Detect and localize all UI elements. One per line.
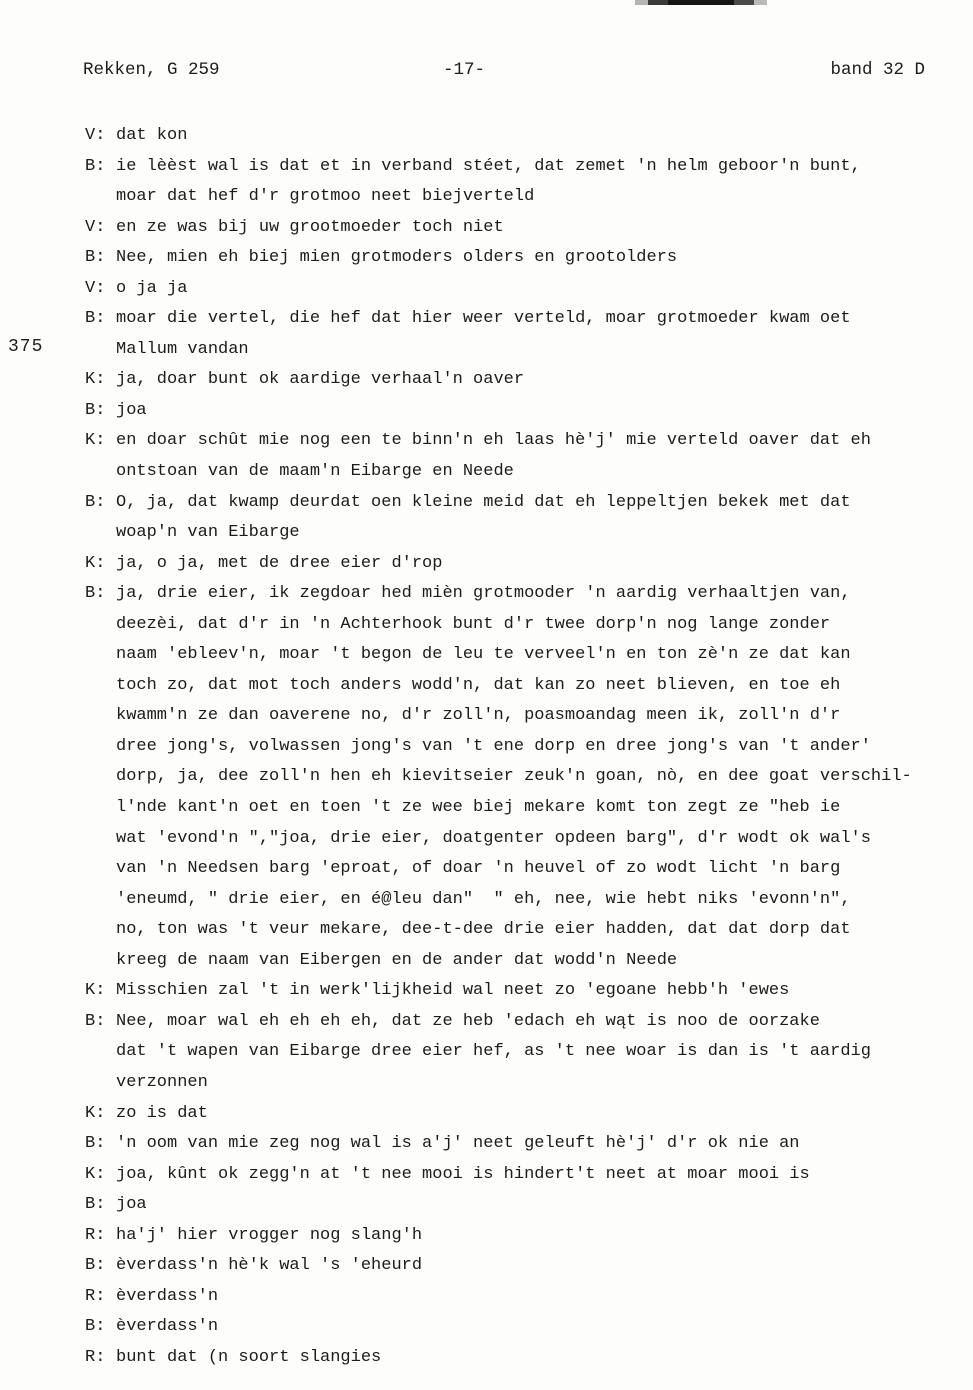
transcript-line bbox=[85, 1190, 955, 1221]
line-text: ja, drie eier, ik zegdoar hed mièn grotmooder 'n aardig verhaaltjen van, bbox=[116, 584, 851, 604]
speaker-label bbox=[85, 824, 116, 855]
transcript bbox=[85, 121, 955, 1373]
line-text: ja, o ja, met de dree eier d'rop bbox=[116, 553, 443, 573]
line-text: Nee, mien eh biej mien grotmoders olders en grootolders bbox=[116, 248, 678, 268]
transcript-line bbox=[85, 1099, 955, 1130]
speaker-label: K: bbox=[85, 370, 106, 390]
speaker-label: K: bbox=[85, 1164, 106, 1184]
transcript-line bbox=[85, 732, 955, 763]
line-text: o ja ja bbox=[116, 278, 188, 298]
line-text: ja, doar bunt ok aardige verhaal'n oaver bbox=[116, 370, 525, 390]
header-location-code: Rekken, G 259 bbox=[83, 60, 220, 80]
line-text: wat 'evond'n ","joa, drie eier, doatgenter opdeen barg", d'r wodt ok wal's bbox=[116, 828, 871, 848]
line-text: l'nde kant'n oet en toen 't ze wee biej mekare komt ton zegt ze "heb ie bbox=[116, 798, 841, 818]
transcript-line bbox=[85, 762, 955, 793]
speaker-label bbox=[85, 1037, 116, 1068]
transcript-line bbox=[85, 426, 955, 457]
transcript-line bbox=[85, 1068, 955, 1099]
line-text: èverdass'n bbox=[116, 1286, 219, 1306]
scan-artifact-bar bbox=[635, 0, 767, 5]
speaker-label: K: bbox=[85, 553, 106, 573]
transcript-line bbox=[85, 793, 955, 824]
speaker-label: K: bbox=[85, 431, 106, 451]
transcript-line bbox=[85, 1037, 955, 1068]
transcript-line bbox=[85, 396, 955, 427]
speaker-label bbox=[85, 335, 116, 366]
line-text: O, ja, dat kwamp deurdat oen kleine meid dat eh leppeltjen bekek met dat bbox=[116, 492, 851, 512]
transcript-line bbox=[85, 1251, 955, 1282]
transcript-line bbox=[85, 182, 955, 213]
speaker-label: B: bbox=[85, 1195, 106, 1215]
speaker-label: R: bbox=[85, 1347, 106, 1367]
speaker-label: B: bbox=[85, 584, 106, 604]
transcript-line bbox=[85, 976, 955, 1007]
speaker-label: B: bbox=[85, 248, 106, 268]
line-text: deezèi, dat d'r in 'n Achterhook bunt d'r twee dorp'n nog lange zonder bbox=[116, 614, 831, 634]
speaker-label: K: bbox=[85, 1103, 106, 1123]
speaker-label: B: bbox=[85, 1134, 106, 1154]
line-text: moar die vertel, die hef dat hier weer verteld, moar grotmoeder kwam oet bbox=[116, 309, 851, 329]
transcript-line bbox=[85, 579, 955, 610]
speaker-label: B: bbox=[85, 492, 106, 512]
speaker-label: B: bbox=[85, 1256, 106, 1276]
speaker-label: B: bbox=[85, 400, 106, 420]
speaker-label bbox=[85, 182, 116, 213]
transcript-line bbox=[85, 457, 955, 488]
line-text: joa bbox=[116, 400, 147, 420]
speaker-label: V: bbox=[85, 278, 106, 298]
transcript-line bbox=[85, 274, 955, 305]
transcript-line bbox=[85, 1343, 955, 1374]
line-text: moar dat hef d'r grotmoo neet biejverteld bbox=[116, 187, 535, 207]
line-text: joa bbox=[116, 1195, 147, 1215]
speaker-label bbox=[85, 732, 116, 763]
transcript-line bbox=[85, 1221, 955, 1252]
line-text: 'eneumd, " drie eier, en é@leu dan" " eh, nee, wie hebt niks 'evonn'n", bbox=[116, 889, 851, 909]
line-text: ha'j' hier vrogger nog slang'h bbox=[116, 1225, 423, 1245]
line-text: dree jong's, volwassen jong's van 't ene dorp en dree jong's van 't ander' bbox=[116, 736, 871, 756]
line-text: dorp, ja, dee zoll'n hen eh kievitseier zeuk'n goan, nò, en dee goat verschil- bbox=[116, 767, 912, 787]
speaker-label bbox=[85, 671, 116, 702]
speaker-label bbox=[85, 946, 116, 977]
speaker-label bbox=[85, 915, 116, 946]
speaker-label: V: bbox=[85, 217, 106, 237]
line-text: Nee, moar wal eh eh eh eh, dat ze heb 'edach eh wąt is noo de oorzake bbox=[116, 1011, 820, 1031]
line-text: zo is dat bbox=[116, 1103, 208, 1123]
line-text: Misschien zal 't in werk'lijkheid wal neet zo 'egoane hebb'h 'ewes bbox=[116, 981, 790, 1001]
speaker-label bbox=[85, 640, 116, 671]
transcript-line bbox=[85, 213, 955, 244]
speaker-label: B: bbox=[85, 156, 106, 176]
transcript-line bbox=[85, 335, 955, 366]
header-page-number: -17- bbox=[443, 60, 486, 80]
line-text: èverdass'n hè'k wal 's 'eheurd bbox=[116, 1256, 423, 1276]
line-text: Mallum vandan bbox=[116, 339, 249, 359]
margin-line-number: 375 bbox=[8, 337, 44, 357]
speaker-label: V: bbox=[85, 126, 106, 145]
speaker-label: B: bbox=[85, 1011, 106, 1031]
line-text: kreeg de naam van Eibergen en de ander dat wodd'n Neede bbox=[116, 950, 678, 970]
transcript-line bbox=[85, 885, 955, 916]
transcript-line bbox=[85, 152, 955, 183]
page-header bbox=[0, 60, 973, 88]
speaker-label bbox=[85, 610, 116, 641]
line-text: dat kon bbox=[116, 126, 188, 145]
speaker-label bbox=[85, 1068, 116, 1099]
transcript-line bbox=[85, 549, 955, 580]
transcript-line bbox=[85, 671, 955, 702]
speaker-label: R: bbox=[85, 1286, 106, 1306]
transcript-line bbox=[85, 640, 955, 671]
transcript-line bbox=[85, 854, 955, 885]
line-text: en doar schût mie nog een te binn'n eh laas hè'j' mie verteld oaver dat eh bbox=[116, 431, 871, 451]
transcript-line bbox=[85, 824, 955, 855]
transcript-line bbox=[85, 488, 955, 519]
transcript-line bbox=[85, 365, 955, 396]
header-band-label: band 32 D bbox=[830, 60, 925, 80]
line-text: ie lèèst wal is dat et in verband stéet, dat zemet 'n helm geboor'n bunt, bbox=[116, 156, 861, 176]
transcript-line bbox=[85, 701, 955, 732]
speaker-label: R: bbox=[85, 1225, 106, 1245]
speaker-label bbox=[85, 457, 116, 488]
transcript-line bbox=[85, 1312, 955, 1343]
line-text: woap'n van Eibarge bbox=[116, 523, 300, 543]
speaker-label: K: bbox=[85, 981, 106, 1001]
line-text: joa, kûnt ok zegg'n at 't nee mooi is hindert't neet at moar mooi is bbox=[116, 1164, 810, 1184]
transcript-line bbox=[85, 518, 955, 549]
line-text: èverdass'n bbox=[116, 1317, 219, 1337]
speaker-label bbox=[85, 701, 116, 732]
speaker-label bbox=[85, 885, 116, 916]
line-text: dat 't wapen van Eibarge dree eier hef, as 't nee woar is dan is 't aardig bbox=[116, 1042, 871, 1062]
transcript-line bbox=[85, 1160, 955, 1191]
speaker-label: B: bbox=[85, 309, 106, 329]
transcript-line bbox=[85, 1129, 955, 1160]
line-text: van 'n Needsen barg 'eproat, of doar 'n heuvel of zo wodt licht 'n barg bbox=[116, 859, 841, 879]
transcript-line bbox=[85, 1007, 955, 1038]
transcript-line bbox=[85, 304, 955, 335]
line-text: ontstoan van de maam'n Eibarge en Neede bbox=[116, 462, 514, 482]
speaker-label bbox=[85, 854, 116, 885]
line-text: no, ton was 't veur mekare, dee-t-dee drie eier hadden, dat dat dorp dat bbox=[116, 920, 851, 940]
transcript-line bbox=[85, 610, 955, 641]
line-text: kwamm'n ze dan oaverene no, d'r zoll'n, poasmoandag meen ik, zoll'n d'r bbox=[116, 706, 841, 726]
transcript-line bbox=[85, 243, 955, 274]
line-text: verzonnen bbox=[116, 1072, 208, 1092]
line-text: toch zo, dat mot toch anders wodd'n, dat kan zo neet blieven, en toe eh bbox=[116, 675, 841, 695]
speaker-label bbox=[85, 518, 116, 549]
speaker-label bbox=[85, 793, 116, 824]
transcript-line bbox=[85, 121, 955, 152]
speaker-label bbox=[85, 762, 116, 793]
line-text: bunt dat (n soort slangies bbox=[116, 1347, 382, 1367]
transcript-line bbox=[85, 946, 955, 977]
transcript-line bbox=[85, 915, 955, 946]
line-text: 'n oom van mie zeg nog wal is a'j' neet geleuft hè'j' d'r ok nie an bbox=[116, 1134, 800, 1154]
speaker-label: B: bbox=[85, 1317, 106, 1337]
line-text: en ze was bij uw grootmoeder toch niet bbox=[116, 217, 504, 237]
line-text: naam 'ebleev'n, moar 't begon de leu te verveel'n en ton zè'n ze dat kan bbox=[116, 645, 851, 665]
transcript-line bbox=[85, 1282, 955, 1313]
